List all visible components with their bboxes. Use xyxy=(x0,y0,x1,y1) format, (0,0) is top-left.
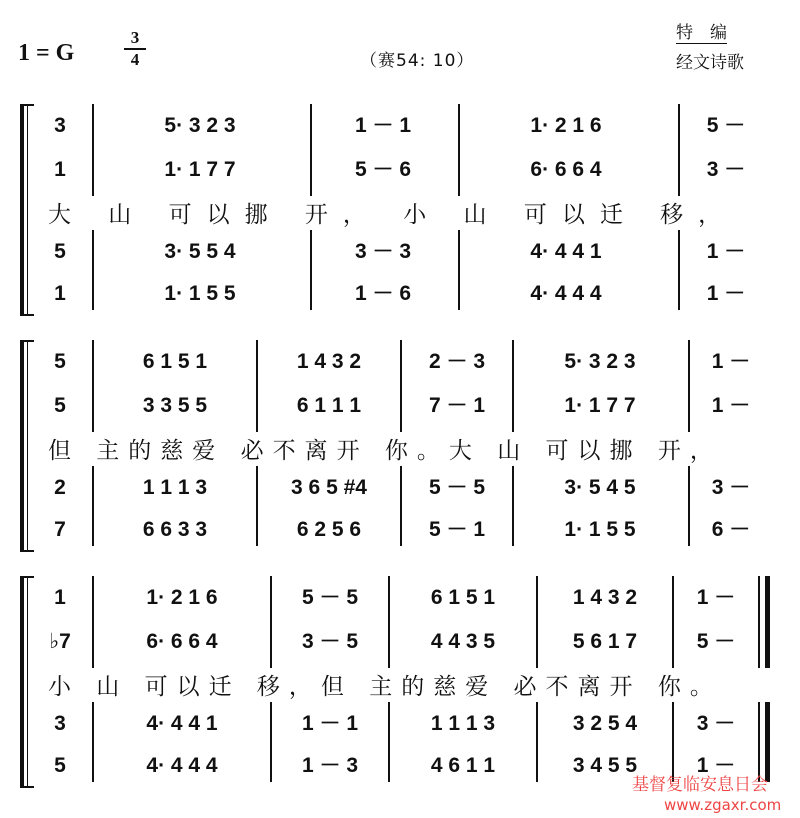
pickup-note: 3 xyxy=(54,114,66,137)
soprano-line xyxy=(20,112,780,142)
time-signature xyxy=(124,30,146,68)
measure: 4· 4 4 1 xyxy=(146,712,218,735)
measure: 1 － 6 xyxy=(354,282,412,305)
measure: 3 － xyxy=(711,476,751,499)
measure: 3 2 5 4 xyxy=(572,712,638,735)
pickup-note: 5 xyxy=(54,350,66,373)
measure: 6 6 3 3 xyxy=(142,518,208,541)
key-signature: 1 = G xyxy=(18,40,75,66)
measure: 6 1 5 1 xyxy=(430,586,496,609)
score-system xyxy=(20,340,780,552)
measure: 4· 4 4 1 xyxy=(530,240,602,263)
measure: 6 － xyxy=(711,518,751,541)
measure: 5 － 6 xyxy=(354,158,412,181)
tenor-line xyxy=(20,474,780,504)
measure: 1 － 1 xyxy=(354,114,412,137)
measure: 1 － xyxy=(706,240,746,263)
measure: 5 － 5 xyxy=(301,586,359,609)
measure: 1 － 1 xyxy=(301,712,359,735)
measure: 4· 4 4 4 xyxy=(530,282,602,305)
measure: 1 － xyxy=(711,394,751,417)
pickup-note: 5 xyxy=(54,754,66,777)
measure: 3 － xyxy=(706,158,746,181)
arranger-credit: 特 编 xyxy=(676,18,727,44)
pickup-note: 1 xyxy=(54,586,66,609)
measure: 1· 1 7 7 xyxy=(564,394,636,417)
measure: 1· 2 1 6 xyxy=(530,114,602,137)
bass-line xyxy=(20,280,780,310)
measure: 1 1 1 3 xyxy=(430,712,496,735)
scripture-reference: （赛54: 10） xyxy=(360,51,475,71)
measure: 3 4 5 5 xyxy=(572,754,638,777)
measure: 3· 5 4 5 xyxy=(564,476,636,499)
pickup-note: 5 xyxy=(54,240,66,263)
alto-line xyxy=(20,392,780,422)
measure: 1 － xyxy=(706,282,746,305)
pickup-note: ♭7 xyxy=(49,630,71,653)
measure: 1 4 3 2 xyxy=(572,586,638,609)
measure: 5 6 1 7 xyxy=(572,630,638,653)
measure: 5· 3 2 3 xyxy=(564,350,636,373)
measure: 4· 4 4 4 xyxy=(146,754,218,777)
bass-line xyxy=(20,516,780,546)
measure: 1· 2 1 6 xyxy=(146,586,218,609)
pickup-note: 5 xyxy=(54,394,66,417)
pickup-note: 3 xyxy=(54,712,66,735)
measure: 4 4 3 5 xyxy=(430,630,496,653)
time-signature-top: 3 xyxy=(130,28,140,47)
measure: 1· 1 5 5 xyxy=(164,282,236,305)
lyrics-line: 小 山 可以迁 移，但 主的慈爱 必不离开 你。 xyxy=(48,674,722,700)
measure: 6 2 5 6 xyxy=(296,518,362,541)
watermark-url: www.zgaxr.com xyxy=(664,796,782,814)
brace-cap xyxy=(20,576,34,578)
pickup-note: 7 xyxy=(54,518,66,541)
measure: 6· 6 6 4 xyxy=(530,158,602,181)
measure: 5 － 5 xyxy=(428,476,486,499)
lyrics-line: 大 山 可以挪 开， 小 山 可以迁 移， xyxy=(48,202,737,228)
measure: 5 － 1 xyxy=(428,518,486,541)
measure: 3 － xyxy=(696,712,736,735)
brace-cap xyxy=(20,786,34,788)
pickup-note: 1 xyxy=(54,158,66,181)
measure: 1 1 1 3 xyxy=(142,476,208,499)
measure: 1· 1 5 5 xyxy=(564,518,636,541)
lyrics-line: 但 主的慈爱 必不离开 你。大 山 可以挪 开， xyxy=(48,438,722,464)
brace-cap xyxy=(20,340,34,342)
pickup-note: 1 xyxy=(54,282,66,305)
measure: 1· 1 7 7 xyxy=(164,158,236,181)
brace-cap xyxy=(20,550,34,552)
measure: 1 － xyxy=(696,754,736,777)
measure: 1 － xyxy=(711,350,751,373)
alto-line xyxy=(20,628,780,658)
measure: 5 － xyxy=(696,630,736,653)
soprano-line xyxy=(20,584,780,614)
measure: 3 － 3 xyxy=(354,240,412,263)
tenor-line xyxy=(20,710,780,740)
measure: 2 － 3 xyxy=(428,350,486,373)
measure: 4 6 1 1 xyxy=(430,754,496,777)
measure: 6· 6 6 4 xyxy=(146,630,218,653)
song-collection-credit: 经文诗歌 xyxy=(676,53,744,73)
tenor-line xyxy=(20,238,780,268)
soprano-line xyxy=(20,348,780,378)
measure: 1 － xyxy=(696,586,736,609)
brace-cap xyxy=(20,104,34,106)
measure: 6 1 5 1 xyxy=(142,350,208,373)
measure: 7 － 1 xyxy=(428,394,486,417)
score-system xyxy=(20,104,780,316)
score-system xyxy=(20,576,780,788)
measure: 3 3 5 5 xyxy=(142,394,208,417)
measure: 3· 5 5 4 xyxy=(164,240,236,263)
watermark-text: 基督复临安息日会 xyxy=(632,775,768,795)
measure: 1 4 3 2 xyxy=(296,350,362,373)
pickup-note: 2 xyxy=(54,476,66,499)
time-signature-bottom: 4 xyxy=(130,50,140,69)
measure: 3 6 5 #4 xyxy=(291,476,367,499)
brace-cap xyxy=(20,314,34,316)
measure: 6 1 1 1 xyxy=(296,394,362,417)
measure: 3 － 5 xyxy=(301,630,359,653)
measure: 5 － xyxy=(706,114,746,137)
measure: 1 － 3 xyxy=(301,754,359,777)
measure: 5· 3 2 3 xyxy=(164,114,236,137)
alto-line xyxy=(20,156,780,186)
